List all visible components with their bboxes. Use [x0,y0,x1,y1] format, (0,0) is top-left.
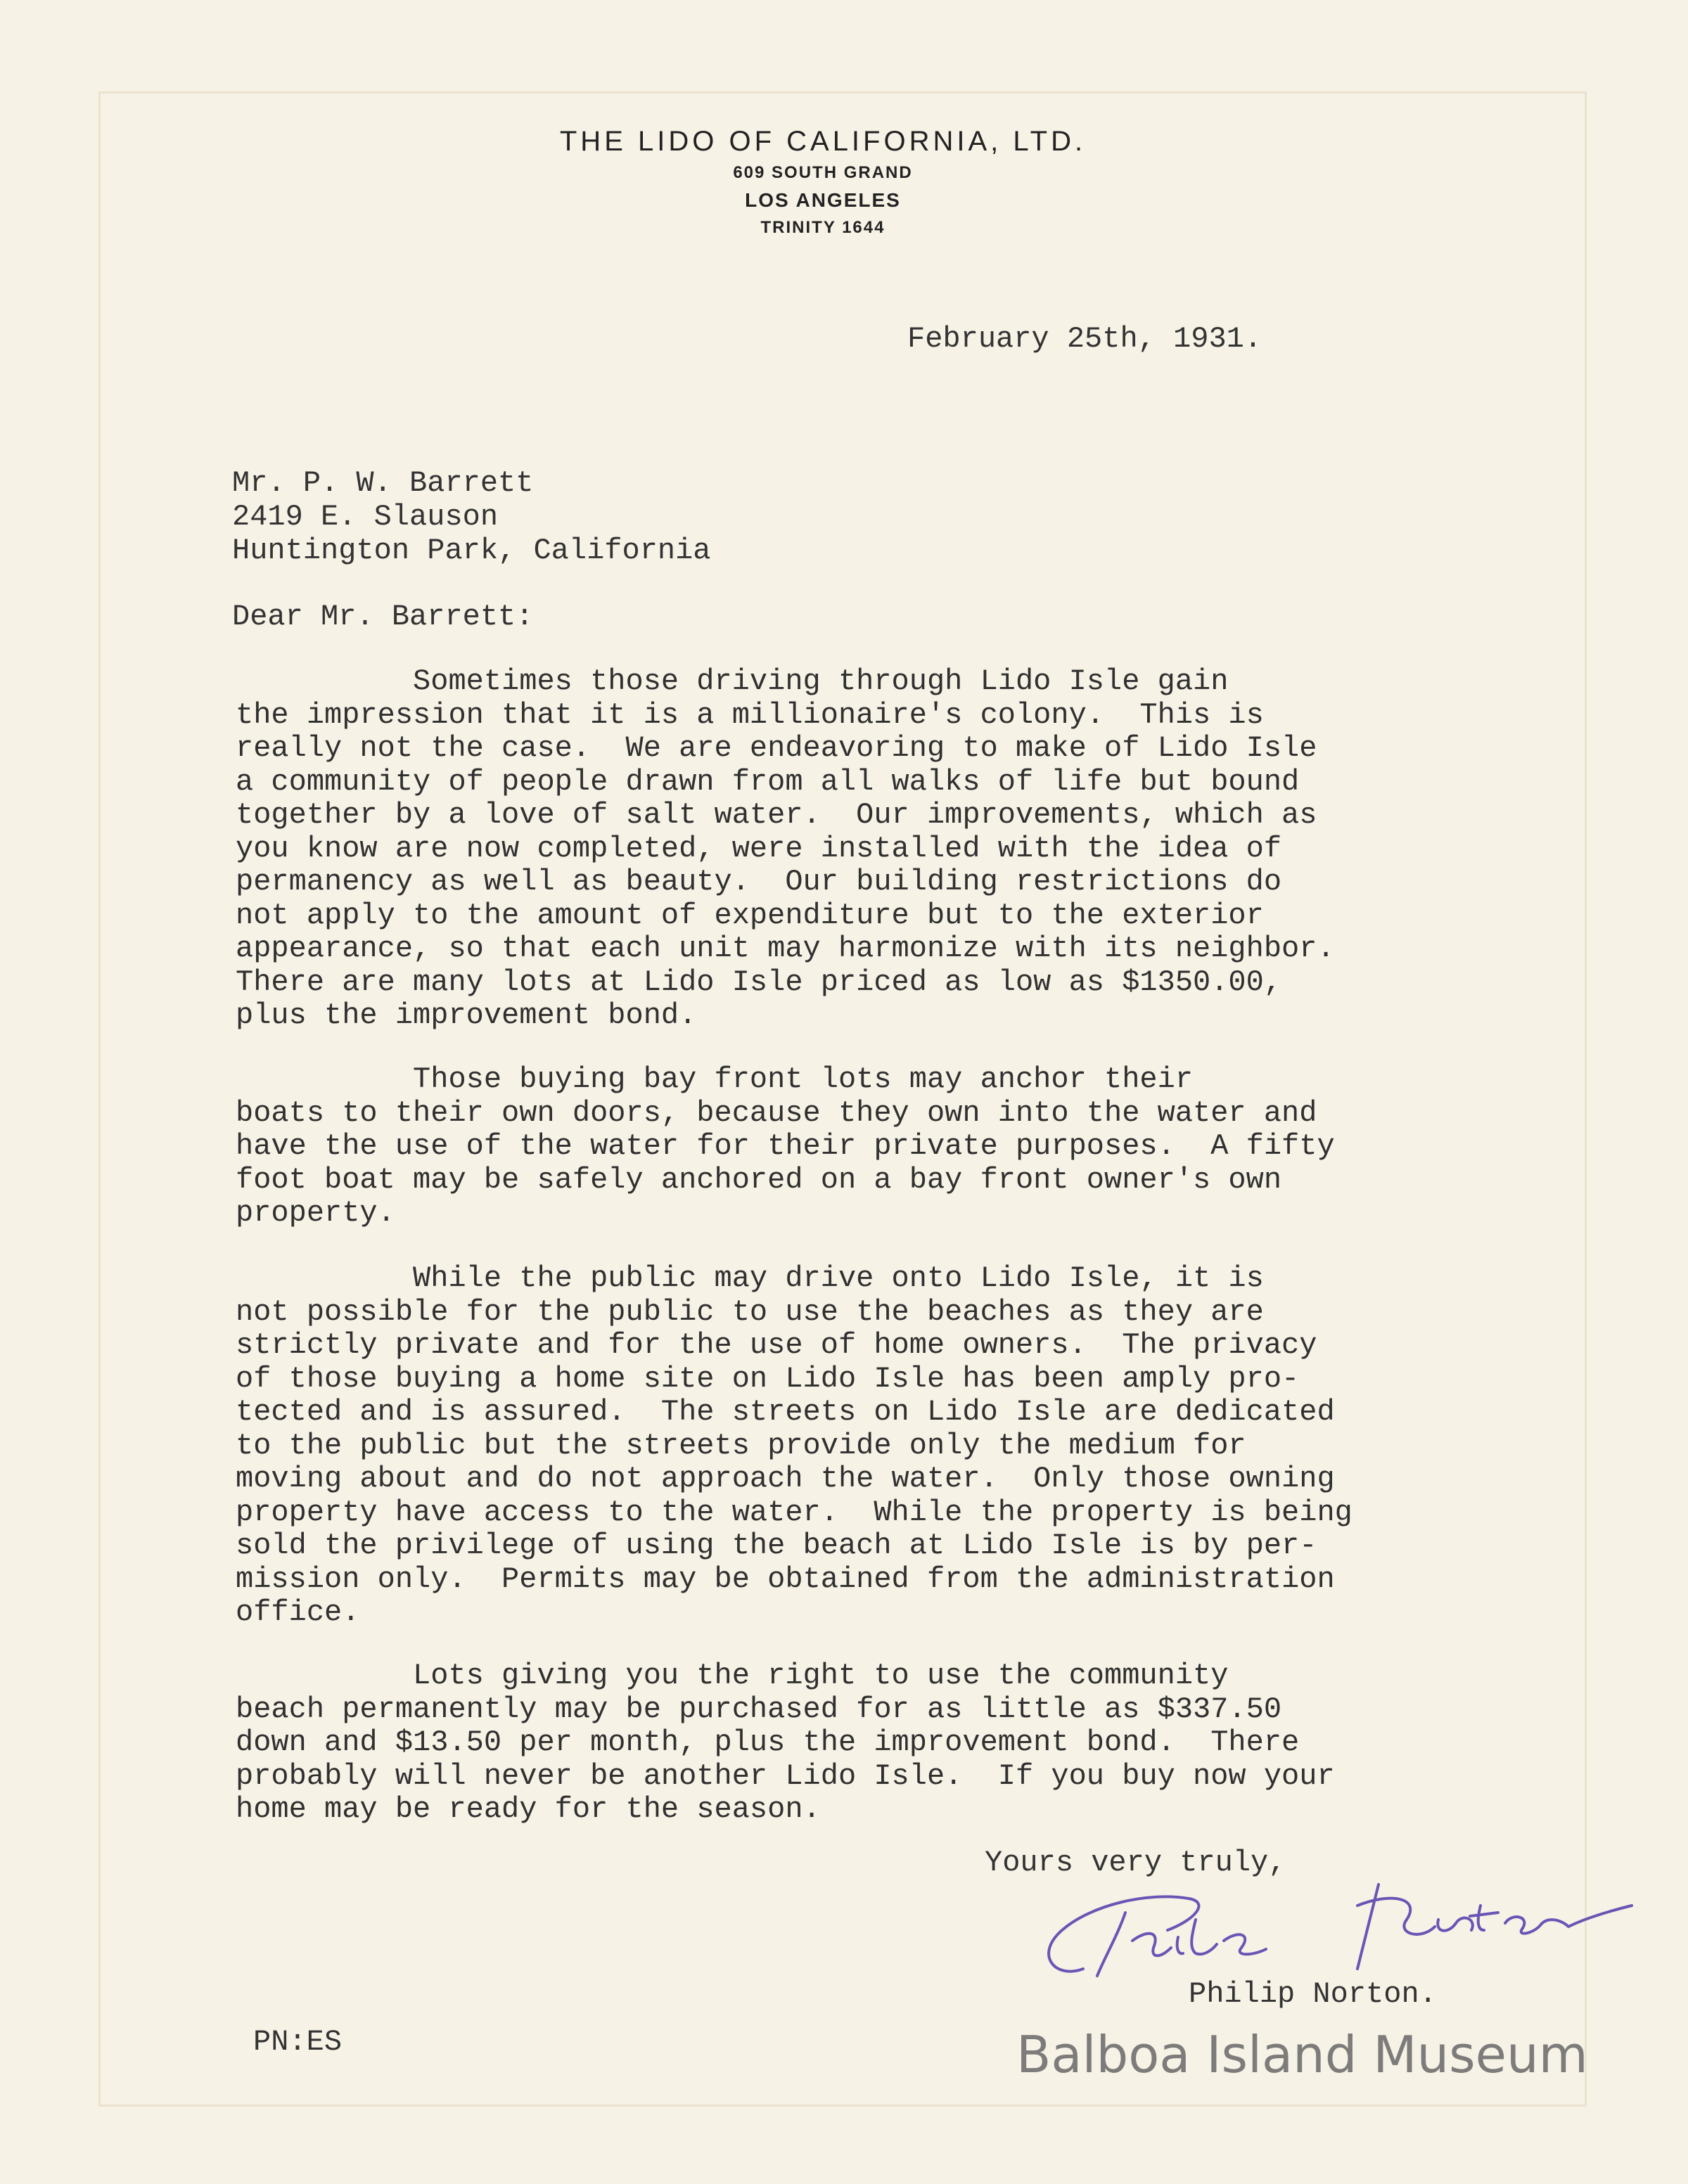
paragraph-line: There are many lots at Lido Isle priced as low as $1350.00, [236,965,1282,999]
paragraph-line: down and $13.50 per month, plus the improvement bond. There [236,1726,1300,1759]
letterhead-street: 609 SOUTH GRAND [733,163,913,182]
paragraph-line: plus the improvement bond. [236,998,697,1032]
letterhead-company: THE LIDO OF CALIFORNIA, LTD. [559,126,1087,157]
paragraph-line: not possible for the public to use the beaches as they are [236,1295,1264,1329]
paragraph-line: Lots giving you the right to use the community [236,1659,1229,1692]
recipient-address [232,466,711,567]
recipient-city: Huntington Park, California [232,534,711,567]
recipient-name: Mr. P. W. Barrett [232,466,534,500]
paragraph-line: moving about and do not approach the water. Only those owning [236,1462,1335,1496]
paragraph-line: appearance, so that each unit may harmonize with its neighbor. [236,932,1335,965]
closing: Yours very truly, [985,1846,1286,1880]
paragraph-line: not apply to the amount of expenditure but to the exterior [236,898,1264,932]
salutation: Dear Mr. Barrett: [232,600,534,634]
paragraph-line: boats to their own doors, because they own into the water and [236,1096,1317,1130]
paragraph-line: office. [236,1595,360,1629]
paragraph-line: you know are now completed, were installed with the idea of [236,831,1282,866]
letterhead-phone: TRINITY 1644 [760,218,885,237]
paragraph-line: a community of people drawn from all walks of life but bound [236,764,1300,799]
paragraph-line: While the public may drive onto Lido Isle, it is [236,1261,1264,1295]
museum-watermark: Balboa Island Museum [1016,2025,1588,2084]
paragraph-line: Those buying bay front lots may anchor their [236,1062,1194,1096]
paragraph-line: property have access to the water. While the property is being [236,1495,1353,1529]
paragraph-1 [236,665,1335,1033]
letterhead-city: LOS ANGELES [745,189,901,211]
paragraph-line: permanency as well as beauty. Our building restrictions do [236,865,1282,899]
paragraph-line: tected and is assured. The streets on Lido Isle are dedicated [236,1395,1335,1429]
paragraph-line: property. [236,1196,395,1230]
paragraph-line: really not the case. We are endeavoring to make of Lido Isle [236,731,1317,765]
letter-date: February 25th, 1931. [907,322,1262,356]
letterhead [0,123,1646,241]
paragraph-line: beach permanently may be purchased for as little as $337.50 [236,1692,1282,1726]
paragraph-line: of those buying a home site on Lido Isle has been amply pro- [236,1361,1300,1396]
paragraph-2 [236,1063,1335,1231]
paragraph-line: strictly private and for the use of home owners. The privacy [236,1328,1317,1362]
paragraph-line: foot boat may be safely anchored on a bay front owner's own [236,1162,1282,1197]
paragraph-line: together by a love of salt water. Our improvements, which as [236,798,1317,832]
paragraph-3 [236,1262,1353,1630]
paragraph-line: sold the privilege of using the beach at Lido Isle is by per- [236,1529,1317,1562]
paragraph-line: probably will never be another Lido Isle. If you buy now your [236,1759,1335,1793]
signature-image [1027,1863,1660,1983]
paragraph-line: the impression that it is a millionaire's colony. This is [236,698,1264,732]
paragraph-line: mission only. Permits may be obtained from the administration [236,1562,1335,1596]
paragraph-line: home may be ready for the season. [236,1792,821,1826]
recipient-street: 2419 E. Slauson [232,500,499,534]
paragraph-line: to the public but the streets provide only the medium for [236,1428,1246,1463]
paragraph-line: Sometimes those driving through Lido Isle gain [236,664,1229,698]
typist-initials: PN:ES [253,2025,343,2059]
paragraph-4 [236,1659,1335,1827]
paragraph-line: have the use of the water for their private purposes. A fifty [236,1129,1335,1163]
signer-name: Philip Norton. [1189,1977,1437,2011]
